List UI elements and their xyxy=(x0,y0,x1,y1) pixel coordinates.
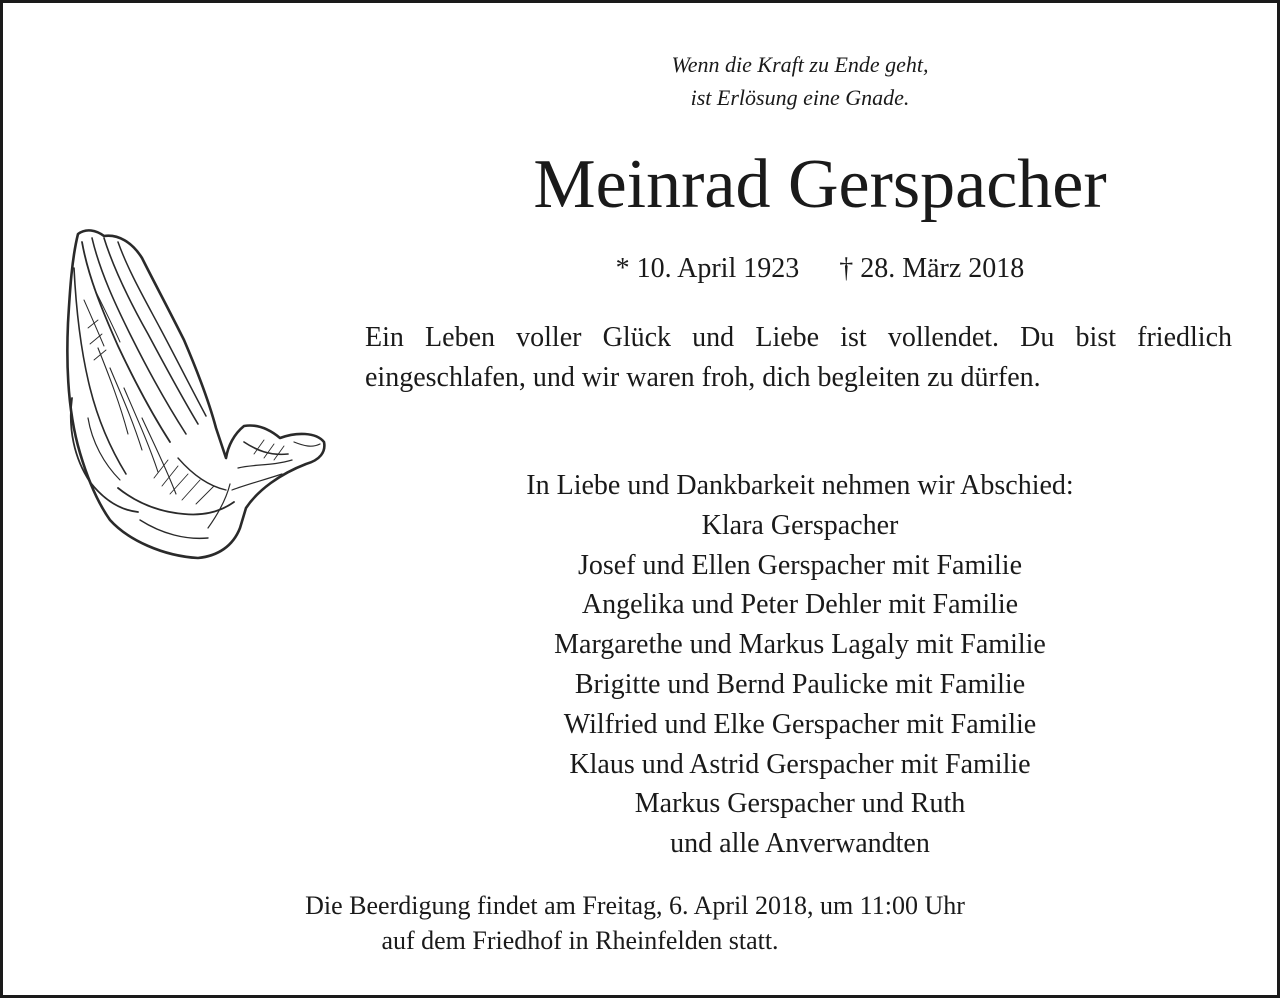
funeral-line-2: auf dem Friedhof in Rheinfelden statt. xyxy=(381,926,779,955)
mourner-name: Angelika und Peter Dehler mit Familie xyxy=(581,589,1019,621)
mourner-name: Josef und Ellen Gerspacher mit Familie xyxy=(578,549,1022,581)
funeral-line-1: Die Beerdigung findet am Freitag, 6. April 2018, um 11:00 Uhr xyxy=(305,891,965,920)
mourner-name: Wilfried und Elke Gerspacher mit Familie xyxy=(563,708,1037,740)
mourners-list xyxy=(380,466,1220,864)
life-dates xyxy=(380,251,1260,287)
motto-line-2: ist Erlösung eine Gnade. xyxy=(690,85,910,110)
motto-line-1: Wenn die Kraft zu Ende geht, xyxy=(671,52,929,77)
mourner-name: Brigitte und Bernd Paulicke mit Familie xyxy=(574,668,1026,700)
praying-hands-icon xyxy=(58,228,328,563)
poem-text: Ein Leben voller Glück und Liebe ist vollendet. Du bist friedlich eingeschlafen, und wir waren froh, dich begleiten zu dürfen. xyxy=(365,322,1232,393)
funeral-notice xyxy=(120,888,1150,958)
mourner-name: und alle Anverwandten xyxy=(670,828,930,860)
death-date: † 28. März 2018 xyxy=(839,253,1025,284)
birth-date: * 10. April 1923 xyxy=(615,253,800,284)
mourner-name: Markus Gerspacher und Ruth xyxy=(634,788,966,820)
mourner-name: Margarethe und Markus Lagaly mit Familie xyxy=(554,629,1046,661)
mourners-intro: In Liebe und Dankbarkeit nehmen wir Abschied: xyxy=(526,470,1074,501)
deceased-name: Meinrad Gerspacher xyxy=(533,146,1107,223)
motto xyxy=(600,48,1000,114)
mourner-name: Klaus und Astrid Gerspacher mit Familie xyxy=(569,748,1031,780)
mourner-name: Klara Gerspacher xyxy=(701,509,899,541)
